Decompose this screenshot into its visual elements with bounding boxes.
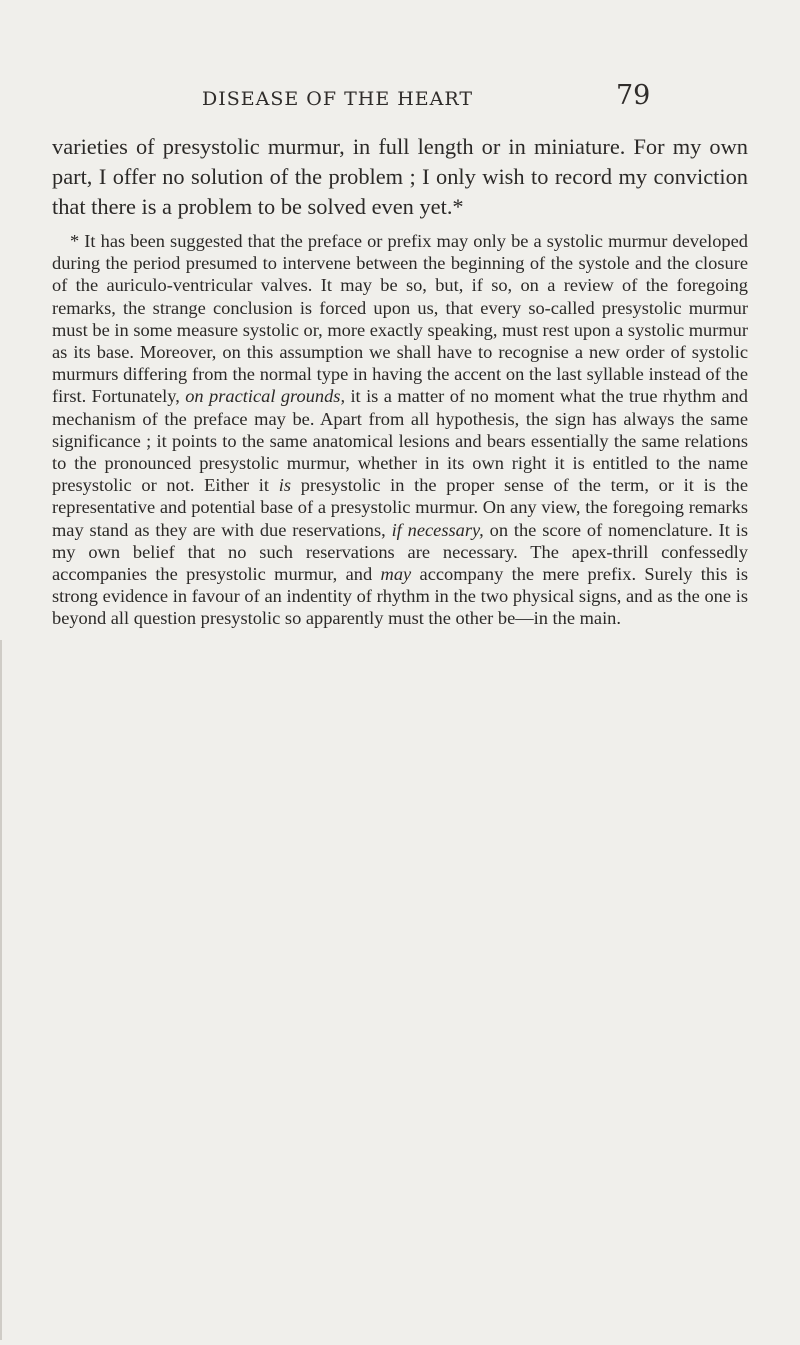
- running-head: DISEASE OF THE HEART: [202, 88, 474, 110]
- footnote-text: on the score of nomenclature. It is my own belief that no such reservations are necessary. The apex-thrill confessedly accompanies the presystolic murmur, and: [52, 519, 748, 585]
- main-paragraph: varieties of presystolic murmur, in full length or in miniature. For my own part, I offer no solution of the problem ; I only wish to record my conviction that there is a problem to be solved even yet.*: [52, 134, 748, 219]
- footnote-text: presystolic in the proper sense of the term, or it is the representative and potential base of a presystolic murmur. On any view, the foregoing remarks may stand as they are with due reservations,: [52, 475, 748, 540]
- footnote-text: * It has been suggested that the preface or prefix may only be a systolic murmur developed during the period presumed to intervene between the beginning of the systole and the closure of the auriculo-ventricular valves. It may be so, but, if so, on a review of the foregoing remarks, the strange conclusion is forced upon us, that every so-called presystolic murmur must be in some measure systolic or, more exactly speaking, must rest upon a systolic murmur as its base. Moreover, on this assumption we shall have to recognise a new order of systolic murmurs differing from the normal type in having the accent on the last syllable instead of the first. Fortunately,: [52, 231, 748, 407]
- footnote-text: it is a matter of no moment what the true rhythm and mechanism of the preface may be. Apart from all hypothesis, the sign has always the same significance ; it points to the same anatomical lesions and bears essentially the same relations to the pronounced presystolic murmur, whether in its own right it is entitled to the name presystolic or not. Either it: [52, 386, 748, 496]
- footnote-italic: if necessary,: [391, 519, 484, 540]
- page-edge-line: [0, 640, 2, 1340]
- footnote-italic: may: [380, 564, 412, 585]
- footnote-text: accompany the mere prefix. Surely this is strong evidence in favour of an indentity of rhythm in the two physical signs, and as the one is beyond all question presystolic so apparently must the other be—in the main.: [52, 564, 748, 629]
- footnote: [52, 230, 748, 630]
- footnote-italic: is: [278, 475, 292, 496]
- footnote-italic: on practical grounds,: [185, 386, 346, 407]
- page-number: 79: [616, 80, 651, 111]
